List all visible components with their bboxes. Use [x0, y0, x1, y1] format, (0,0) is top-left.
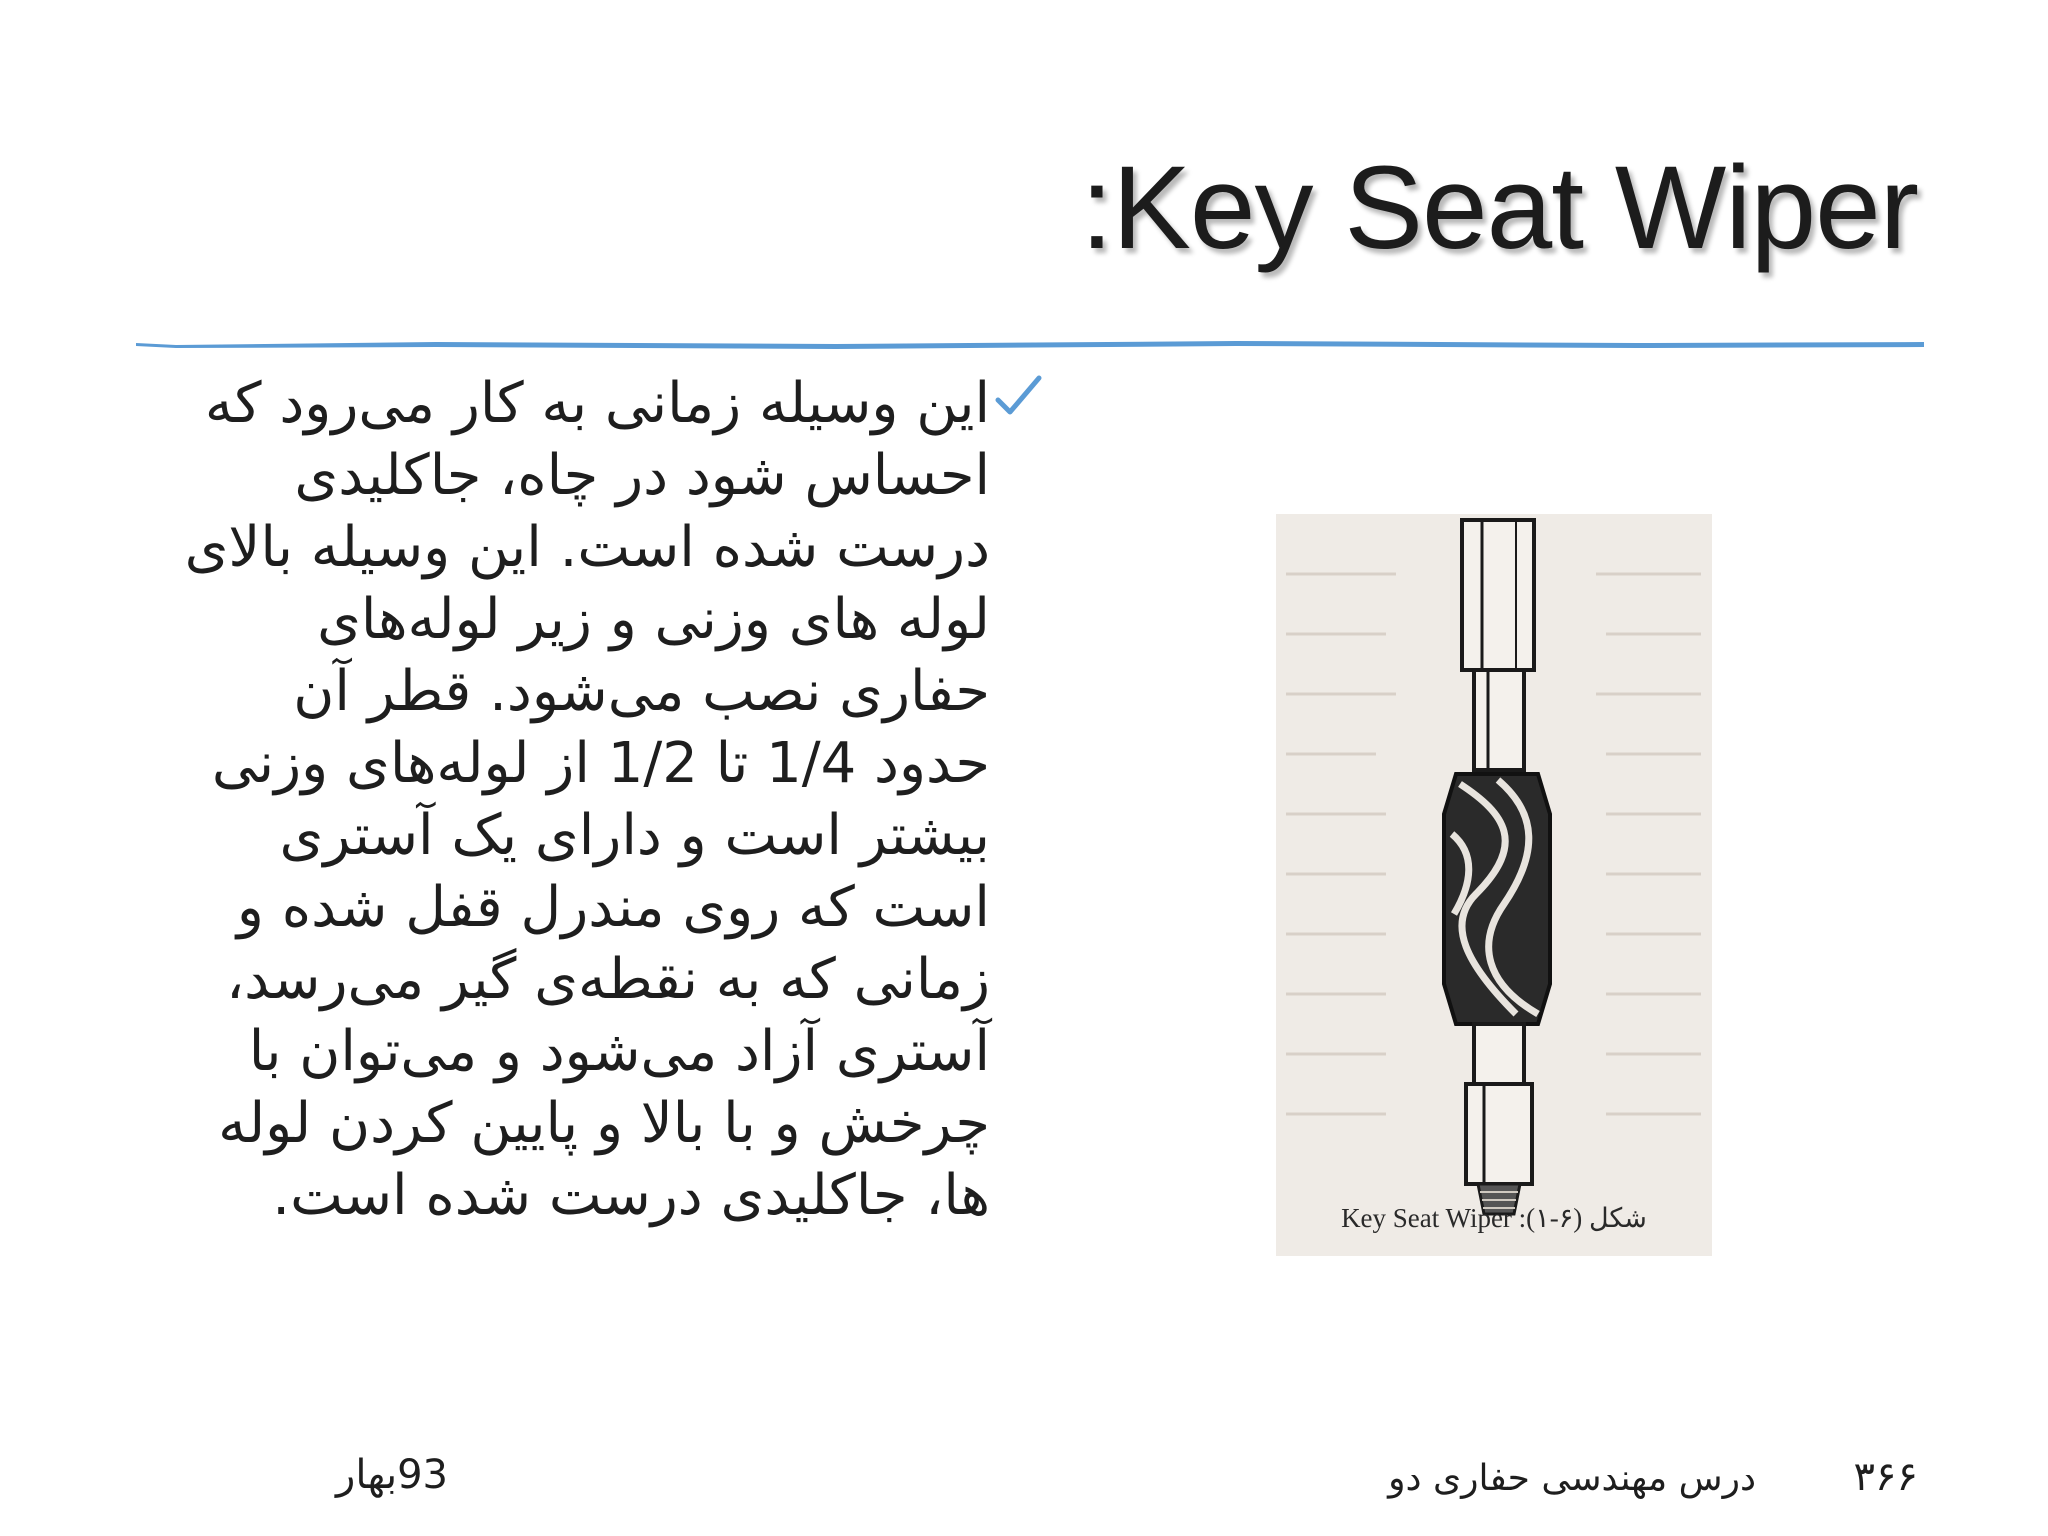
title-divider [136, 336, 1924, 352]
page-number: ۳۶۶ [1853, 1454, 1918, 1500]
key-seat-wiper-drawing [1276, 514, 1712, 1256]
key-seat-wiper-figure [1276, 514, 1712, 1256]
body-text: این وسیله زمانی به کار می‌رود که احساس شود در چاه، جاکلیدی درست شده است. این وسیله بالای لوله های وزنی و زیر لوله‌های حفاری نصب می‌شود. قطر آن حدود 1/4 تا 1/2 از لوله‌های وزنی بیشتر است و دارای یک آستری است که روی مندرل قفل شده و زمانی که به نقطه‌ی گیر می‌رسد، آستری آزاد می‌شود و می‌توان با چرخش و با بالا و پایین کردن لوله ها، جاکلیدی درست شده است. [184, 371, 990, 1228]
figure-caption: شکل (۶-۱): Key Seat Wiper [1341, 1203, 1647, 1233]
checkmark-icon [992, 370, 1044, 422]
slide-title: :Key Seat Wiper [1080, 142, 1918, 274]
footer-course-title: درس مهندسی حفاری دو [1388, 1458, 1756, 1499]
footer-season: 93بهار [336, 1452, 448, 1498]
bullet-item [170, 368, 990, 1232]
